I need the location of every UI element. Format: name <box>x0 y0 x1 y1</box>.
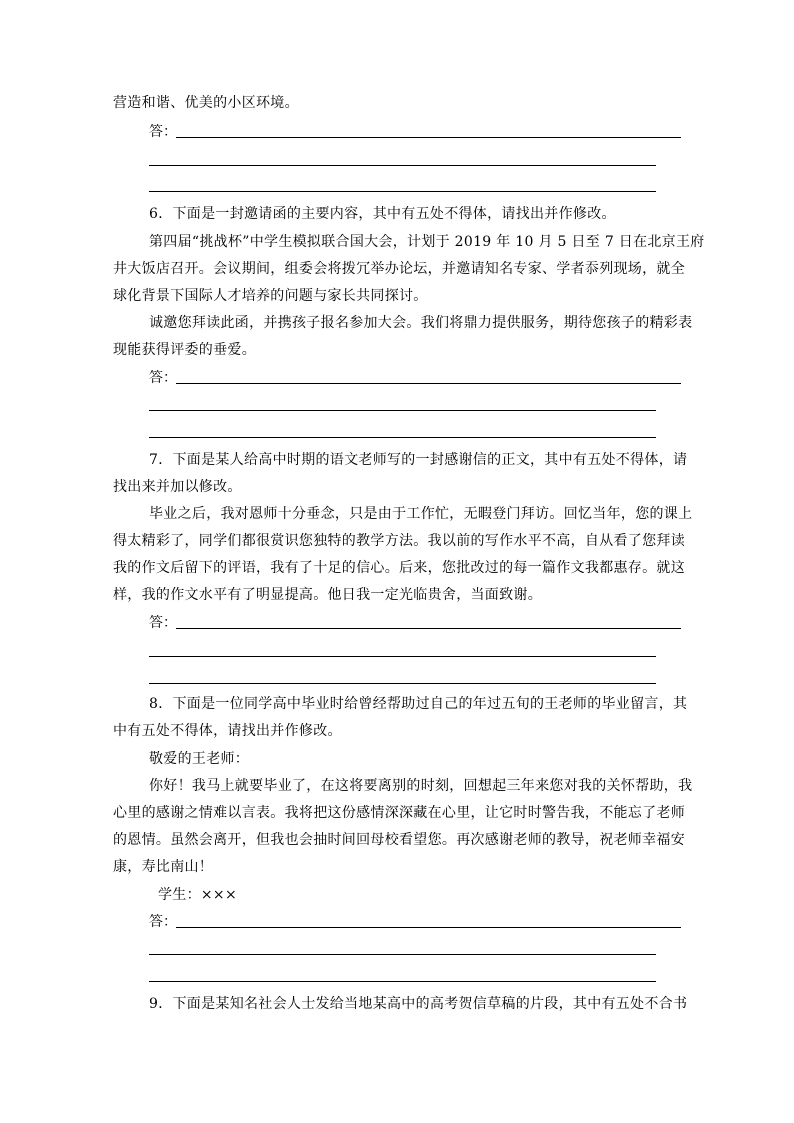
q7-prompt: 找出来并加以修改。 <box>113 479 242 495</box>
answer-line <box>176 628 681 629</box>
q6-paragraph-line: 球化背景下国际人才培养的问题与家长共同探讨。 <box>113 288 428 304</box>
answer-line <box>149 683 656 684</box>
q8-paragraph-line: 的恩情。虽然会离开，但我也会抽时间回母校看望您。再次感谢老师的教导，祝老师幸福安 <box>113 832 685 848</box>
answer-label: 答： <box>149 615 177 631</box>
answer-line <box>176 383 681 384</box>
q7-paragraph-line: 样，我的作文水平有了明显提高。他日我一定光临贵舍，当面致谢。 <box>113 587 542 603</box>
q6-paragraph-line: 井大饭店召开。会议期间，组委会将拨冗举办论坛，并邀请知名专家、学者忝列现场，就全 <box>113 261 685 277</box>
answer-row[interactable] <box>149 613 681 633</box>
q8-paragraph-line: 心里的感谢之情难以言表。我将把这份感情深深藏在心里，让它时时警告我，不能忘了老师 <box>113 805 685 821</box>
answer-label: 答： <box>149 370 177 386</box>
q8-paragraph-line: 你好！我马上就要毕业了，在这将要离别的时刻，回想起三年来您对我的关怀帮助，我 <box>149 778 693 794</box>
q8-salutation: 敬爱的王老师： <box>149 751 250 767</box>
answer-line <box>149 981 656 982</box>
q8-signature: 学生：××× <box>158 887 237 903</box>
q6-paragraph-line: 现能获得评委的垂爱。 <box>113 342 256 358</box>
q6-prompt: 6．下面是一封邀请函的主要内容，其中有五处不得体，请找出并作修改。 <box>149 206 616 222</box>
answer-line <box>149 954 656 955</box>
answer-line <box>149 191 656 192</box>
continuation-text: 营造和谐、优美的小区环境。 <box>113 95 299 111</box>
q7-prompt: 7．下面是某人给高中时期的语文老师写的一封感谢信的正文，其中有五处不得体，请 <box>149 452 688 468</box>
q8-prompt: 8．下面是一位同学高中毕业时给曾经帮助过自己的年过五旬的王老师的毕业留言，其 <box>149 696 688 712</box>
q9-prompt: 9．下面是某知名社会人士发给当地某高中的高考贺信草稿的片段，其中有五处不合书 <box>149 996 688 1012</box>
q6-paragraph-line: 第四届“挑战杯”中学生模拟联合国大会，计划于 2019 年 10 月 5 日至 7 日在北京王府 <box>149 234 705 250</box>
q7-paragraph-line: 我的作文后留下的评语，我有了十足的信心。后来，您批改过的每一篇作文我都惠存。就这 <box>113 560 685 576</box>
answer-line <box>149 656 656 657</box>
answer-line <box>149 165 656 166</box>
q7-paragraph-line: 得太精彩了，同学们都很赏识您独特的教学方法。我以前的写作水平不高，自从看了您拜读 <box>113 533 685 549</box>
answer-label: 答： <box>149 124 177 140</box>
answer-line <box>149 410 656 411</box>
q6-paragraph-line: 诚邀您拜读此函，并携孩子报名参加大会。我们将鼎力提供服务，期待您孩子的精彩表 <box>149 315 693 331</box>
q8-prompt: 中有五处不得体，请找出并作修改。 <box>113 723 342 739</box>
answer-line <box>149 437 656 438</box>
answer-line <box>176 927 681 928</box>
answer-row[interactable] <box>149 122 681 142</box>
answer-label: 答： <box>149 914 177 930</box>
answer-line <box>176 137 681 138</box>
q7-paragraph-line: 毕业之后，我对恩师十分垂念，只是由于工作忙，无暇登门拜访。回忆当年，您的课上 <box>149 506 693 522</box>
answer-row[interactable] <box>149 368 681 388</box>
answer-row[interactable] <box>149 912 681 932</box>
q8-paragraph-line: 康，寿比南山！ <box>113 859 214 875</box>
